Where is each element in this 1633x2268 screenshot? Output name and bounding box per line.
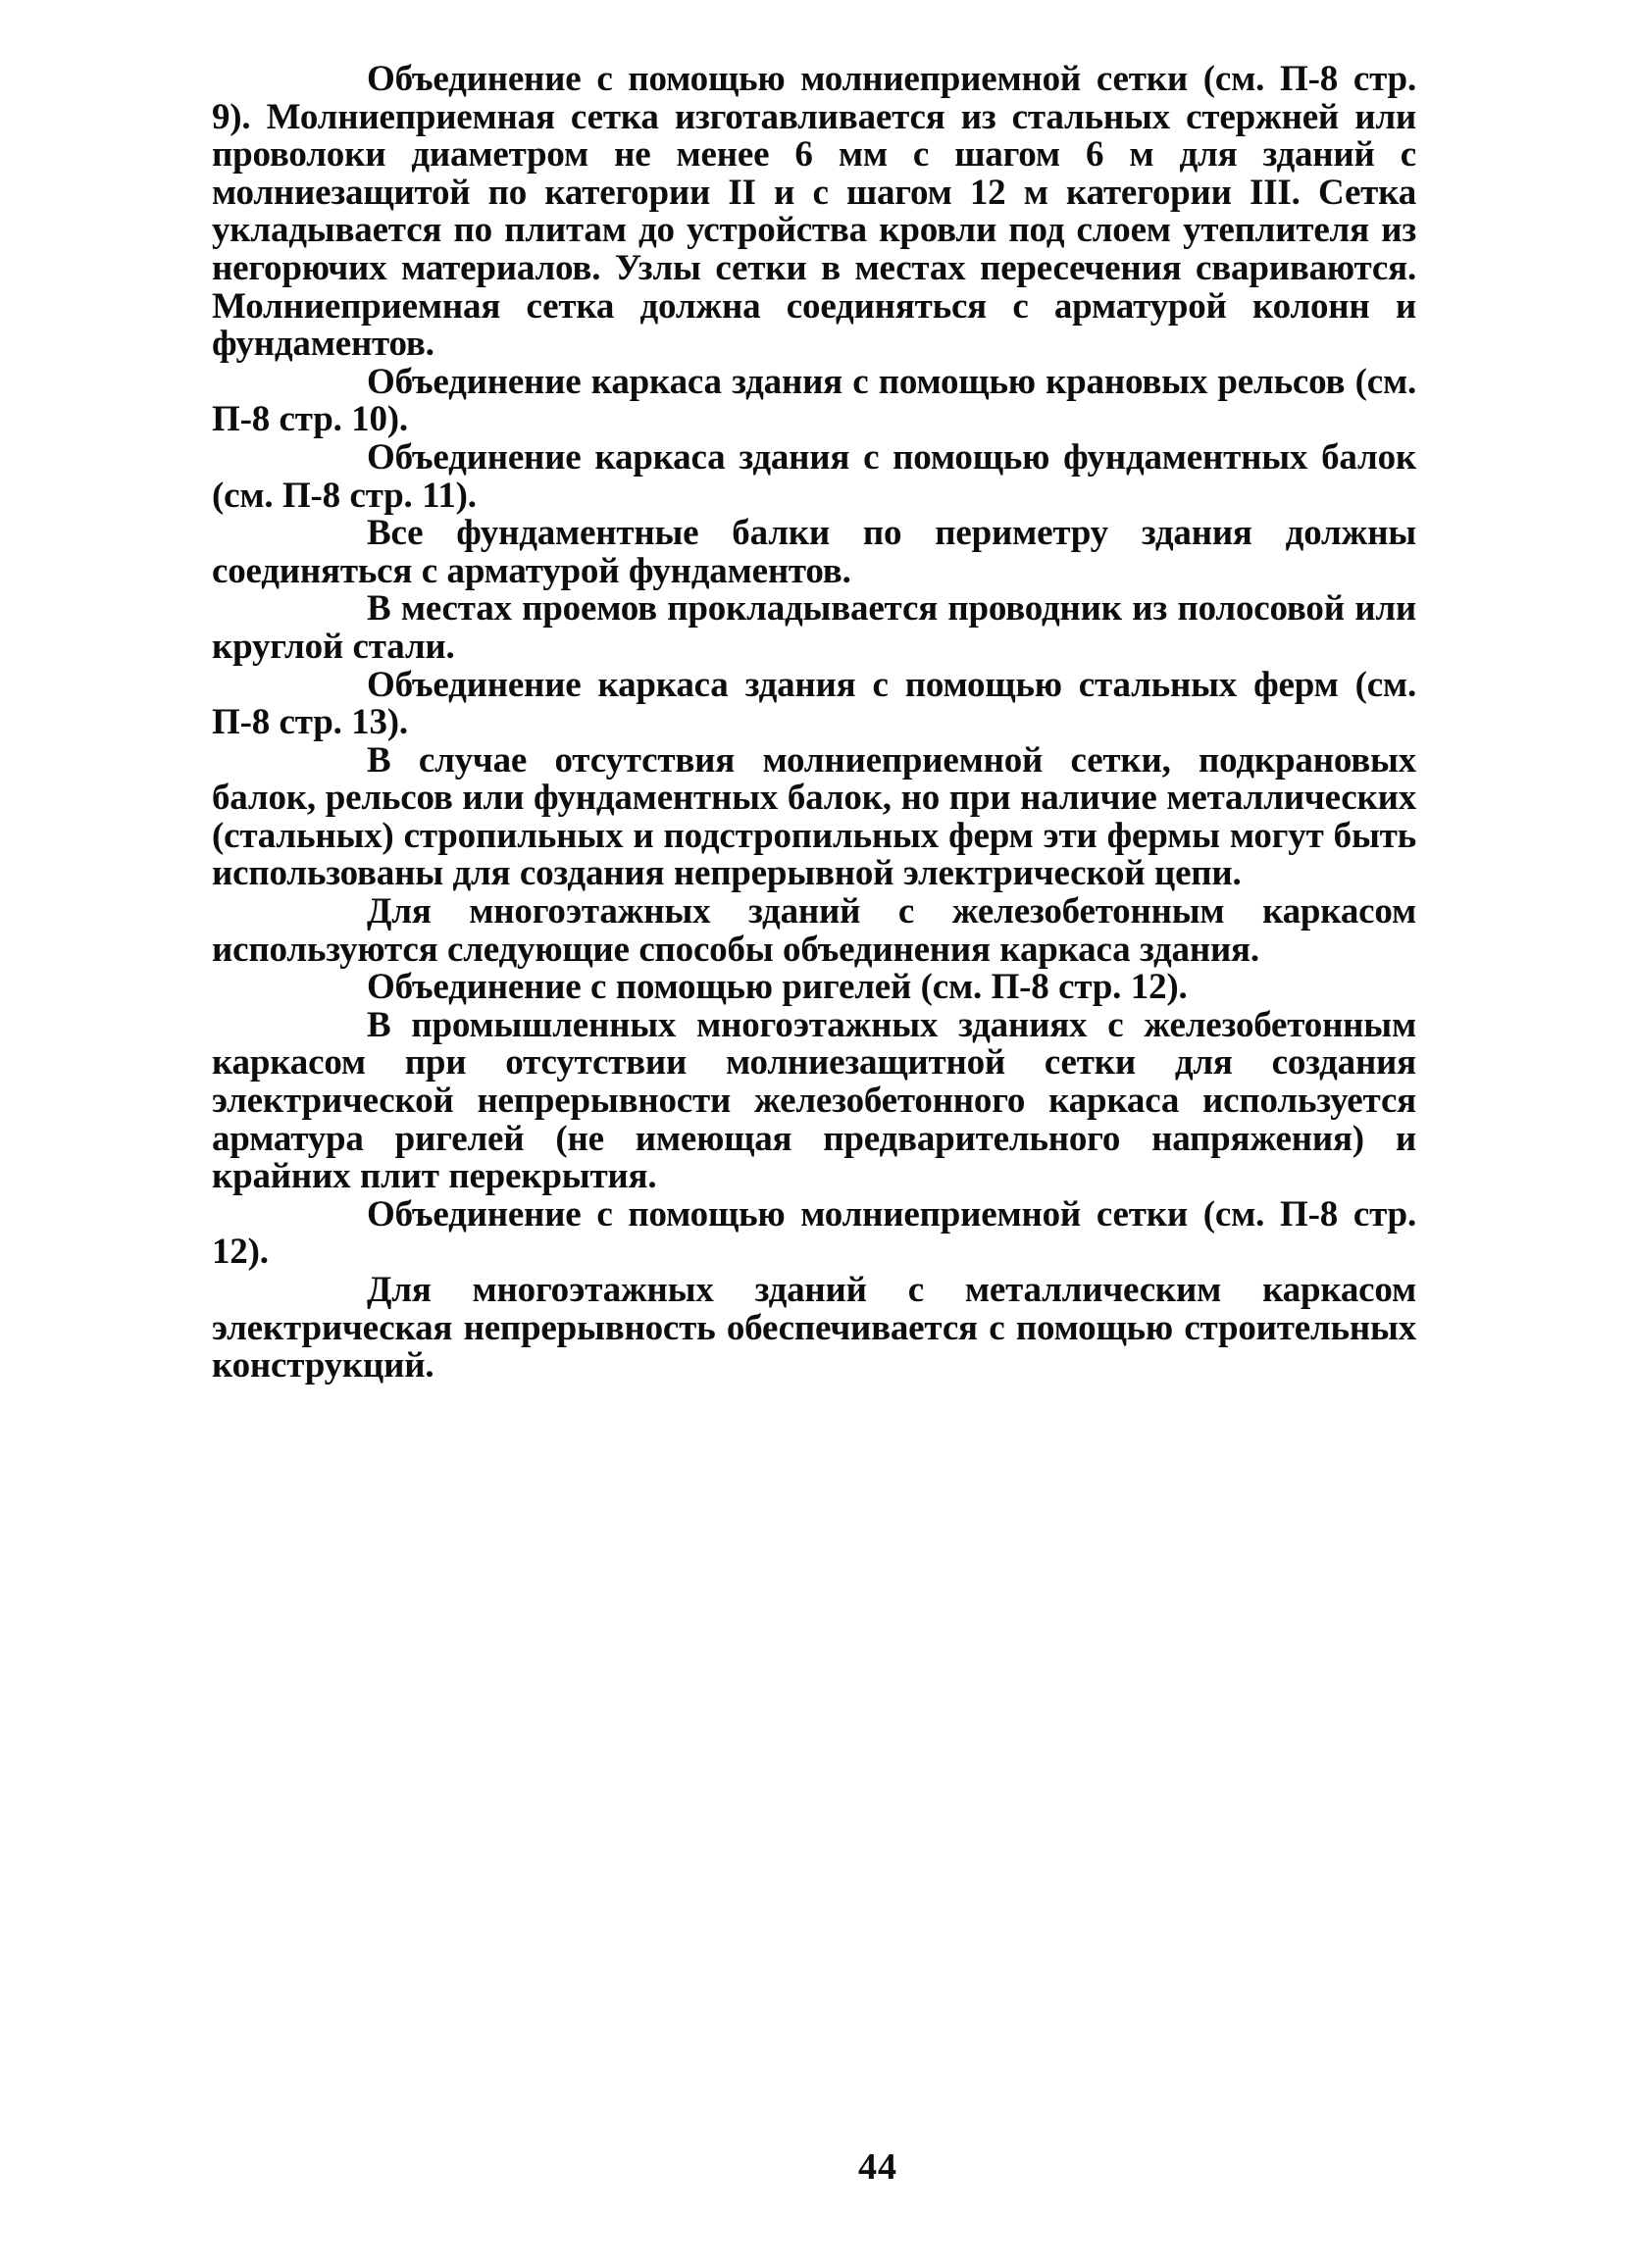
paragraph: В случае отсутствия молниеприемной сетки, подкрановых балок, рельсов или фундаментных балок, но при наличие металлических (стальных) стропильных и подстропильных ферм эти фермы могут быть использованы для создания непрерывной электрической цепи. <box>212 739 1416 894</box>
paragraph: В местах проемов прокладывается проводник из полосовой или круглой стали. <box>212 588 1416 667</box>
page-number: 44 <box>858 2146 897 2188</box>
paragraph: Объединение каркаса здания с помощью крановых рельсов (см. П-8 стр. 10). <box>212 361 1416 440</box>
paragraph: Объединение каркаса здания с помощью фундаментных балок (см. П-8 стр. 11). <box>212 436 1416 516</box>
paragraph: Объединение с помощью молниеприемной сетки (см. П-8 стр. 12). <box>212 1193 1416 1273</box>
paragraph: Для многоэтажных зданий с металлическим каркасом электрическая непрерывность обеспечивается с помощью строительных конструкций. <box>212 1270 1416 1386</box>
paragraph: Все фундаментные балки по периметру здания должны соединяться с арматурой фундаментов. <box>212 513 1416 591</box>
paragraph: В промышленных многоэтажных зданиях с железобетонным каркасом при отсутствии молниезащитной сетки для создания электрической непрерывности железобетонного каркаса используется арматура ригелей (не имеющая предварительного напряжения) и крайних плит перекрытия. <box>212 1004 1416 1197</box>
paragraph: Объединение с помощью молниеприемной сетки (см. П-8 стр. 9). Молниеприемная сетка изготавливается из стальных стержней или проволоки диаметром не менее 6 мм с шагом 6 м для зданий с молниезащитой по категории II и с шагом 12 м категории III. Сетка укладывается по плитам до устройства кровли под слоем утеплителя из негорючих материалов. Узлы сетки в местах пересечения свариваются. Молниеприемная сетка должна соединяться с арматурой колонн и фундаментов. <box>212 59 1416 365</box>
paragraph: Для многоэтажных зданий с железобетонным каркасом используются следующие способы объединения каркаса здания. <box>212 891 1416 970</box>
paragraph: Объединение с помощью ригелей (см. П-8 стр. 12). <box>367 967 1188 1008</box>
body-text <box>212 61 1416 1386</box>
paragraph: Объединение каркаса здания с помощью стальных ферм (см. П-8 стр. 13). <box>212 664 1416 743</box>
